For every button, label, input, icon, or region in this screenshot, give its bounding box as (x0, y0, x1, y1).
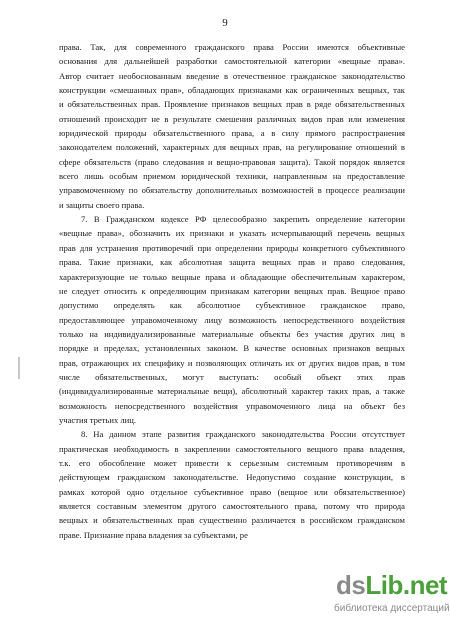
text-line: характеризующие не только вещные права и обладающие обеспечительным характером, (59, 271, 405, 282)
watermark-dot: . (402, 570, 410, 600)
text-line: прав, отражающих их специфику и позволяющих отличать их от других видов прав, в том (59, 357, 405, 368)
text-line: рамках которой одно отдельное субъективное право (вещное или обязательственное) (59, 486, 405, 497)
paragraph-8 (59, 427, 405, 542)
text-line: только на индивидуализированные материальные объекты без участия других лиц в (59, 328, 405, 339)
watermark-title (336, 570, 447, 601)
text-line: прав для устранения противоречий при определении природы конкретного субъективного (59, 242, 405, 253)
text-line: «вещные права», обозначить их признаки и указать исчерпывающий перечень вещных (59, 228, 405, 239)
watermark-subtitle: библиотека диссертаций (334, 603, 450, 614)
paragraph-7 (59, 212, 405, 427)
text-line: является составным элементом другого самостоятельного права, потому что природа (59, 501, 405, 511)
text-line: Автор считает необоснованным введение в отечественное гражданское законодательство (59, 70, 405, 81)
text-line: основания для дальнейшей разработки самостоятельной категории «вещные права». (59, 56, 405, 67)
text-line: действующем гражданском законодательстве. Недопустимо создание конструкции, в (59, 472, 405, 483)
text-line: праве. Признание права владения за субъектами, ре (59, 529, 248, 540)
text-line: права. Так, для современного гражданского права России имеются объективные (59, 42, 405, 52)
watermark-logo (328, 566, 450, 619)
text-line: и обязательственных прав. Проявление признаков вещных прав в ряде обязательственных (59, 99, 405, 110)
margin-mark (18, 357, 20, 379)
text-line: порядке и пределах, установленных законом. В качестве основных признаков вещных (59, 343, 405, 354)
paragraph-1 (59, 40, 405, 212)
text-line: и защиты своего права. (59, 199, 145, 210)
watermark-ds: ds (336, 570, 366, 600)
text-line: числе обязательственных, могут выступать: особый объект этих прав (59, 371, 405, 382)
text-line: всего лишь особым приемом юридической техники, направленным на предоставление (59, 171, 405, 182)
text-line: отношений происходит не в результате смешения различных видов прав или изменения (59, 113, 405, 124)
text-line: вещных и обязательственных прав существенно различается в российском гражданском (59, 515, 405, 526)
text-line: допустимо определять как абсолютное субъективное гражданское право, (59, 300, 405, 311)
text-line: т.к. его обособление может привести к серьезным системным противоречиям в (59, 457, 405, 468)
text-line: конструкции «смешанных прав», обладающих признаками как ограниченных вещных, так (59, 85, 405, 96)
text-line: 7. В Гражданском кодексе РФ целесообразно закрепить определение категории (81, 214, 405, 225)
watermark-net: net (409, 570, 448, 600)
body-text (59, 40, 405, 542)
text-line: права. Такие признаки, как абсолютная защита вещных прав и право следования, (59, 257, 405, 268)
text-line: юридической природы обязательственного права, а в силу прямого распространения (59, 128, 405, 139)
text-line: возможность непосредственного воздействия управомоченного лица на объект без (59, 400, 405, 411)
watermark-lib: Lib (365, 570, 403, 600)
text-line: 8. На данном этапе развития гражданского законодательства России отсутствует (81, 429, 405, 440)
text-line: предоставляющее управомоченному лицу возможность непосредственного воздействия (59, 314, 405, 325)
text-line: законодателем положений, характерных для вещных прав, на регулирование отношений в (59, 142, 405, 153)
text-line: не следует относить к определяющим признакам категории вещных прав. Вещное право (59, 285, 405, 296)
text-line: практическая необходимость в закреплении самостоятельного вещного права владения, (59, 443, 405, 454)
page-number: 9 (222, 17, 228, 29)
text-line: сфере обязательств (право следования и вещно-правовая защита). Такой порядок является (59, 156, 405, 167)
text-line: управомоченному по обязательству дополнительных возможностей в процессе реализации (59, 185, 405, 196)
text-line: участия третьих лиц. (59, 414, 137, 425)
text-line: (индивидуализированные материальные вещи), абсолютный характер таких прав, а также (59, 386, 405, 397)
